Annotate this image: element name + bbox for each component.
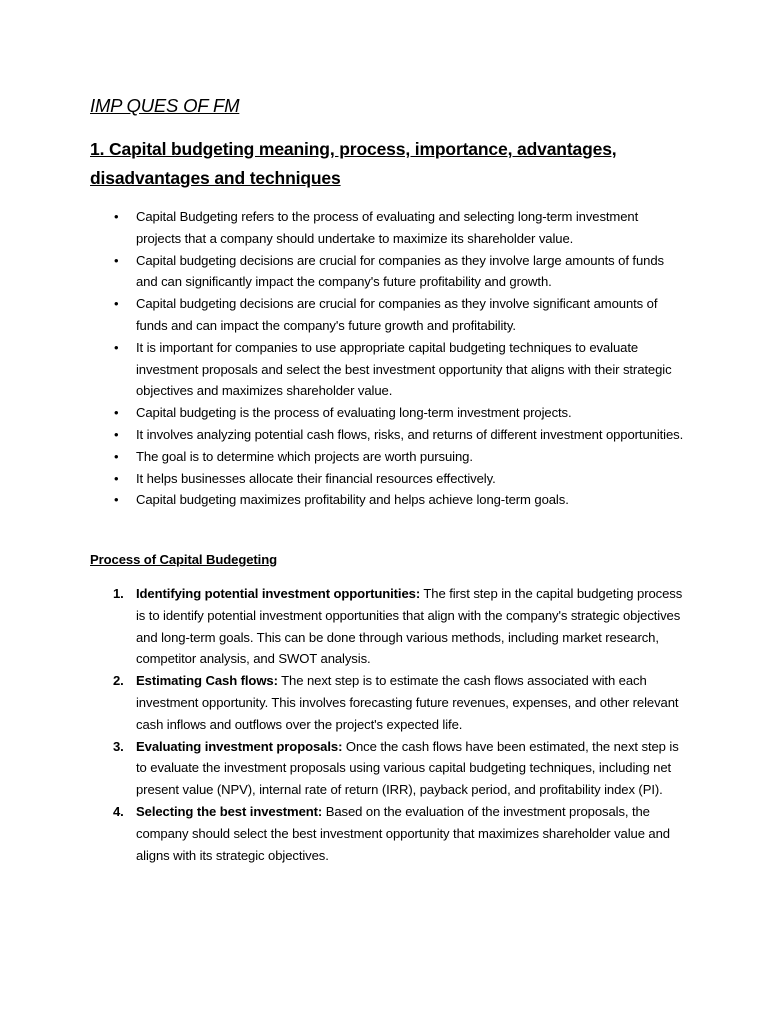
list-item-text: It helps businesses allocate their financial resources effectively. <box>136 470 496 486</box>
step-text: Once the cash flows have been estimated, the next step is to evaluate the investment proposals using various capital budgeting techniques, including net present value (NPV), internal rate of return (IRR), payback period, and profitability index (PI). <box>136 738 679 798</box>
list-item-text: The goal is to determine which projects are worth pursuing. <box>136 448 473 464</box>
process-step <box>113 583 686 670</box>
process-step <box>113 801 686 866</box>
bullet-icon: • <box>114 492 119 508</box>
list-item <box>114 250 686 294</box>
bullet-icon: • <box>114 339 119 355</box>
step-text: Based on the evaluation of the investment proposals, the company should select the best investment opportunity that maximizes shareholder value and aligns with its strategic objectives. <box>136 803 670 863</box>
list-item <box>114 337 686 402</box>
section-heading: 1. Capital budgeting meaning, process, importance, advantages, disadvantages and techniques <box>90 139 617 188</box>
list-item <box>114 206 686 250</box>
list-item-text: It is important for companies to use appropriate capital budgeting techniques to evaluate investment proposals and select the best investment opportunity that aligns with their strategic objectives and maximizes shareholder value. <box>136 339 672 399</box>
step-title: Evaluating investment proposals: <box>136 738 343 754</box>
list-item <box>114 446 686 468</box>
list-item-text: Capital budgeting decisions are crucial for companies as they involve large amounts of funds and can significantly impact the company's future profitability and growth. <box>136 252 664 290</box>
bullet-icon: • <box>114 426 119 442</box>
process-steps-list <box>113 583 686 866</box>
step-number: 2. <box>113 673 124 689</box>
bullet-icon: • <box>114 470 119 486</box>
step-title: Estimating Cash flows: <box>136 673 278 689</box>
list-item-text: Capital budgeting is the process of evaluating long-term investment projects. <box>136 405 572 421</box>
bullet-icon: • <box>114 252 119 268</box>
list-item-text: Capital budgeting maximizes profitability and helps achieve long-term goals. <box>136 492 569 508</box>
bullet-list <box>114 206 686 511</box>
step-number: 4. <box>113 803 124 819</box>
list-item <box>114 424 686 446</box>
process-heading: Process of Capital Budegeting <box>90 552 277 567</box>
process-step <box>113 670 686 735</box>
step-number: 3. <box>113 738 124 754</box>
list-item <box>114 468 686 490</box>
step-text: The next step is to estimate the cash flows associated with each investment opportunity. This involves forecasting future revenues, expenses, and other relevant cash inflows and outflows over the project's expected life. <box>136 673 679 732</box>
bullet-icon: • <box>114 296 119 312</box>
list-item-text: Capital budgeting decisions are crucial for companies as they involve significant amounts of funds and can impact the company's future growth and profitability. <box>136 296 658 333</box>
document-title: IMP QUES OF FM <box>90 95 240 116</box>
list-item <box>114 293 686 337</box>
bullet-icon: • <box>114 209 119 224</box>
process-step <box>113 736 686 801</box>
step-title: Selecting the best investment: <box>136 803 323 819</box>
step-number: 1. <box>113 586 124 601</box>
list-item <box>114 402 686 424</box>
step-title: Identifying potential investment opportunities: <box>136 586 421 601</box>
bullet-icon: • <box>114 448 119 464</box>
step-text: The first step in the capital budgeting process is to identify potential investment opportunities that align with the company's strategic objectives and long-term goals. This can be done through various methods, including market research, competitor analysis, and SWOT analysis. <box>136 586 683 667</box>
list-item <box>114 489 686 511</box>
list-item-text: It involves analyzing potential cash flows, risks, and returns of different investment opportunities. <box>136 426 684 442</box>
bullet-icon: • <box>114 405 119 421</box>
list-item-text: Capital Budgeting refers to the process of evaluating and selecting long-term investment projects that a company should undertake to maximize its shareholder value. <box>136 209 639 246</box>
